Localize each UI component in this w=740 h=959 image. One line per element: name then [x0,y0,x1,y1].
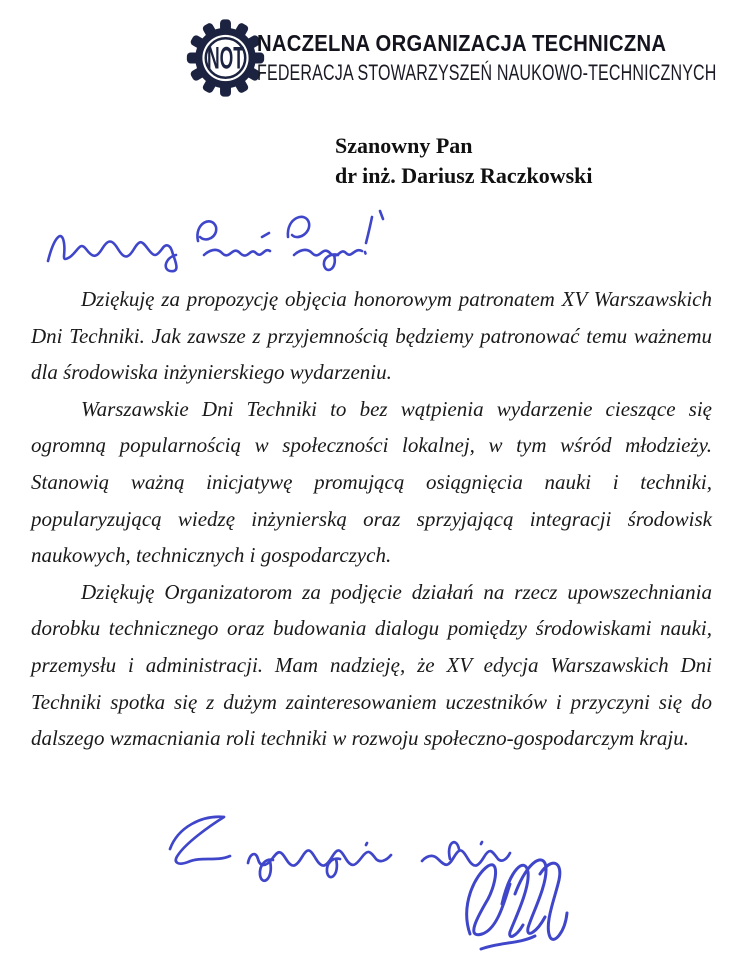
paragraph-2: Warszawskie Dni Techniki to bez wątpienia wydarzenie cieszące się ogromną popularnością w społeczności lokalnej, w tym wśród młodzieży. Stanowią ważną inicjatywę promującą osiągnięcia nauki i techniki, popularyzującą wiedzę inżynierską oraz sprzyjającą integracji środowisk naukowych, technicznych i gospodarczych. [31,396,712,568]
recipient-salutation: Szanowny Pan [335,133,473,158]
logo-text: NOT [206,41,245,77]
recipient-name: dr inż. Dariusz Raczkowski [335,163,593,188]
letter-body [31,281,712,757]
handwritten-closing [150,803,622,955]
recipient-block [335,131,593,191]
paragraph-3: Dziękuję Organizatorom za podjęcie działań na rzecz upowszechniania dorobku technicznego oraz budowania dialogu pomiędzy środowiskami nauki, przemysłu i administracji. Mam nadzieję, że XV edycja Warszawskich Dni Techniki spotka się z dużym zainteresowaniem uczestników i przyczyni się do dalszego wzmacniania roli techniki w rozwoju społeczno-gospodarczym kraju. [31,579,712,751]
handwritten-greeting [36,203,394,281]
letterhead [0,0,740,110]
org-subtitle: FEDERACJA STOWARZYSZEŃ NAUKOWO-TECHNICZNYCH [257,60,717,85]
org-name: NACZELNA ORGANIZACJA TECHNICZNA [257,30,667,56]
signature-scribble [467,860,567,949]
paragraph-1: Dziękuję za propozycję objęcia honorowym patronatem XV Warszawskich Dni Techniki. Jak zawsze z przyjemnością będziemy patronować temu ważnemu dla środowiska inżynierskiego wydarzeniu. [31,287,712,385]
not-gear-logo-icon [183,16,268,100]
org-title-block [257,30,727,86]
